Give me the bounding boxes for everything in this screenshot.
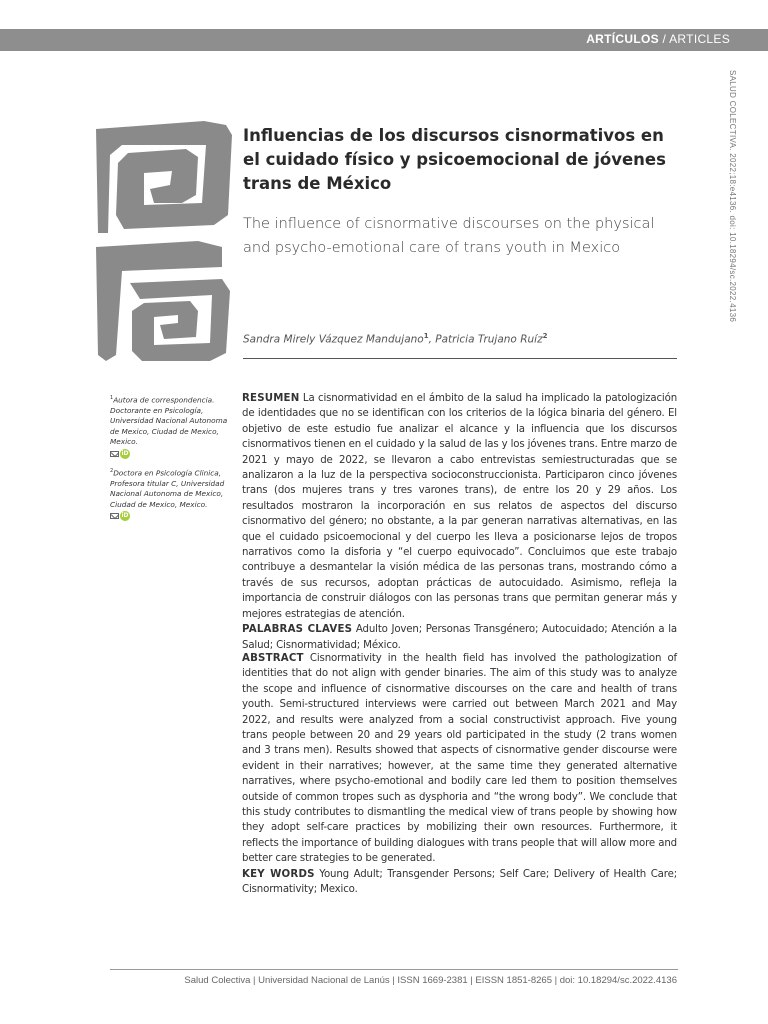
orcid-icon[interactable]: iD <box>121 512 129 520</box>
abstract-block <box>242 651 677 898</box>
journal-logo <box>94 115 234 363</box>
palabras-claves-text: Adulto Joven; Personas Transgénero; Autocuidado; Atención a la Salud; Cisnormatividad; México. <box>242 624 677 651</box>
section-label <box>586 32 730 46</box>
affiliation-1 <box>110 393 232 460</box>
affiliation-icons <box>110 511 232 522</box>
author-separator: , <box>428 333 436 346</box>
page-footer: Salud Colectiva | Universidad Nacional de Lanús | ISSN 1669-2381 | EISSN 1851-8265 | doi: 10.18294/sc.2022.4136 <box>184 975 677 986</box>
article-title-en: The influence of cisnormative discourses on the physical and psycho-emotional care of trans youth in Mexico <box>243 216 655 256</box>
author-name: Patricia Trujano Ruíz <box>435 333 543 346</box>
resumen-paragraph <box>242 391 677 622</box>
abstract-heading: ABSTRACT <box>242 653 304 664</box>
key-words-text: Young Adult; Transgender Persons; Self Care; Delivery of Health Care; Cisnormativity; Mexico. <box>242 868 677 896</box>
author-name: Sandra Mirely Vázquez Mandujano <box>243 333 424 346</box>
section-label-es: ARTÍCULOS <box>586 32 659 46</box>
orcid-icon[interactable]: iD <box>121 449 129 457</box>
footer-divider <box>110 969 678 970</box>
affiliation-mark: 2 <box>110 468 114 474</box>
resumen-heading: RESUMEN <box>242 393 300 404</box>
author-line <box>243 332 678 346</box>
key-words-heading: KEY WORDS <box>242 868 315 880</box>
article-title-es: Influencias de los discursos cisnormativos en el cuidado físico y psicoemocional de jóvenes trans de México <box>243 126 666 193</box>
palabras-claves-heading: PALABRAS CLAVES <box>242 624 353 636</box>
authors-divider <box>243 358 677 359</box>
resumen-text: La cisnormatividad en el ámbito de la salud ha implicado la patologización de identidades que no se identifican con los criterios de la lógica binaria del género. El objetivo de este estudio fue analizar el alcance y la influencia que los discursos cisnormativos tienen en el cuidado y la salud de las y los jóvenes trans. Entre marzo de 2021 y mayo de 2022, se llevaron a cabo entrevistas semiestructuradas que se analizaron a la luz de la perspectiva socioconstruccionista. Participaron cinco jóvenes trans (dos mujeres trans y tres varones trans), de entre los 20 y 29 años. Los resultados mostraron la incorporación en sus relatos de aspectos del discurso cisnormativo del género; no obstante, a la par generan narrativas alternativas, en las que el cuidado psicoemocional y del cuerpo les lleva a posicionarse lejos de tropos narrativos como la disforia y “el cuerpo equivocado”. Concluimos que este trabajo contribuye a desmantelar la visión médica de las personas trans, mostrando cómo a través de sus recursos, adoptan prácticas de autocuidado. Asimismo, refleja la importancia de construir diálogos con las personas trans que permitan generar más y mejores estrategias de atención. <box>242 393 677 620</box>
abstract-text: Cisnormativity in the health field has involved the pathologization of identities that do not align with gender binaries. The aim of this study was to analyze the scope and influence of cisnormative discourses on the care and health of trans youth. Semi-structured interviews were carried out between March 2021 and May 2022, and results were analyzed from a social constructivist approach. Five young trans people between 20 and 29 years old participated in the study (2 trans women and 3 trans men). Results showed that aspects of cisnormative gender discourse were evident in their narratives; however, at the same time they generated alternative narratives, where psycho-emotional and bodily care led them to position themselves outside of common tropes such as dysphoria and “the wrong body”. We conclude that this study contributes to dismantling the medical view of trans people by showing how they adopt self-care practices by mobilizing their own resources. Furthermore, it reflects the importance of building dialogues with trans people that will allow more and better care strategies to be generated. <box>242 653 677 865</box>
section-header-bar <box>0 29 768 51</box>
author-mark: 2 <box>542 332 548 340</box>
section-label-en: / ARTICLES <box>658 32 730 46</box>
affiliation-text: Doctora en Psicología Clinica, Profesora titular C, Universidad Nacional Autonoma de Mexico, Ciudad de Mexico, Mexico. <box>110 468 225 509</box>
mail-icon[interactable] <box>110 451 119 457</box>
mail-icon[interactable] <box>110 513 119 519</box>
side-citation: SALUD COLECTIVA. 2022;18:e4136. doi: 10.18294/sc.2022.4136 <box>728 70 737 323</box>
resumen-block <box>242 391 677 653</box>
palabras-claves-paragraph <box>242 622 677 653</box>
affiliation-icons <box>110 449 232 460</box>
key-words-paragraph <box>242 867 677 898</box>
affiliation-mark: 1 <box>110 395 114 401</box>
affiliation-text: Autora de correspondencia. Doctorante en Psicología, Universidad Nacional Autonoma de Mexico, Ciudad de Mexico, Mexico. <box>110 395 228 447</box>
affiliation-2 <box>110 466 232 522</box>
author-mark: 1 <box>423 332 429 340</box>
abstract-paragraph <box>242 651 677 867</box>
